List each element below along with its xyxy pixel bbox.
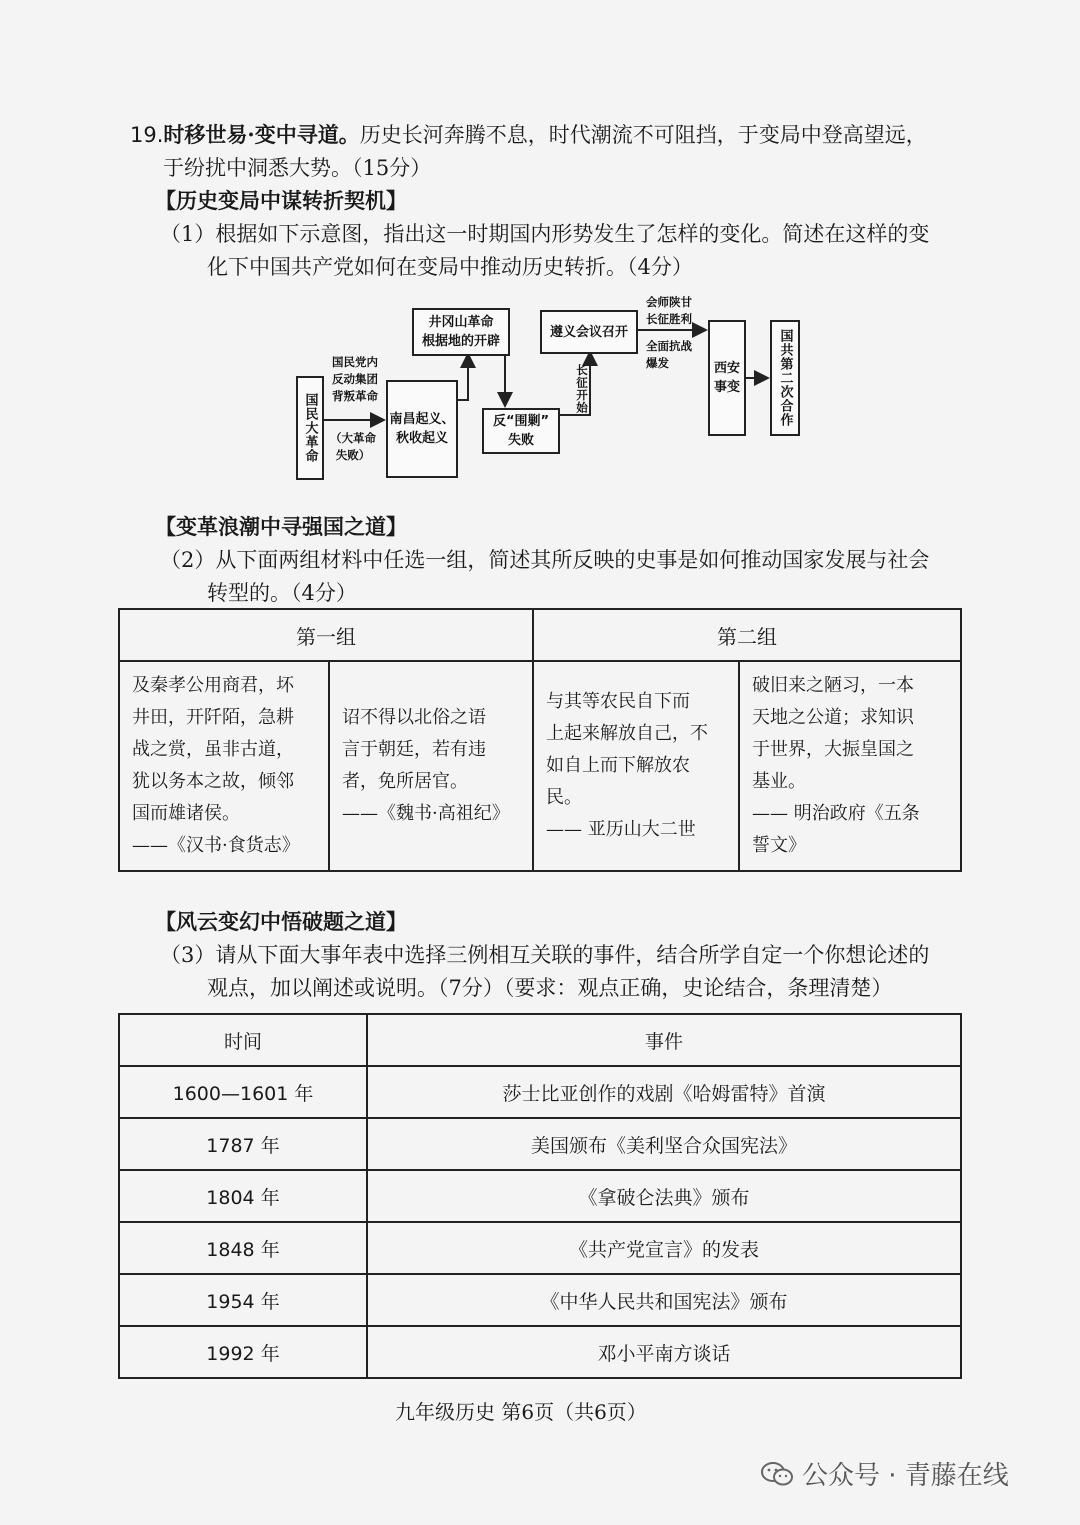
material-4-source: 誓文》 (752, 835, 806, 856)
material-2-line: 诏不得以北俗之语 (342, 707, 486, 728)
material-1-line: 犹以务本之故，倾邻 (132, 771, 294, 792)
row-event: 《中华人民共和国宪法》颁布 (367, 1274, 961, 1326)
wechat-icon (760, 1460, 794, 1488)
box-national-revolution-label: 国民大革命 (302, 393, 318, 463)
section2-question-line2: 转型的。（4分） (207, 581, 357, 605)
watermark (760, 1455, 1009, 1492)
box-anti-encirclement (482, 408, 560, 454)
material-cell-4 (739, 661, 961, 871)
page-footer: 九年级历史 第6页（共6页） (395, 1400, 647, 1424)
box-jinggang-line2: 根据地的开辟 (421, 334, 500, 349)
row-time: 1954 年 (119, 1274, 367, 1326)
row-time: 1804 年 (119, 1170, 367, 1222)
section3-heading: 【风云变幻中悟破题之道】 (155, 909, 407, 934)
group1-header: 第一组 (119, 609, 533, 661)
table-row (119, 1170, 961, 1222)
q19-intro-line2: 于纷扰中洞悉大势。（15分） (163, 156, 432, 180)
table-row (119, 1066, 961, 1118)
q19-intro-line1 (130, 120, 927, 150)
material-4-source: —— 明治政府《五条 (752, 803, 920, 824)
question-intro: 历史长河奔腾不息，时代潮流不可阻挡，于变局中登高望远， (359, 123, 927, 147)
table-row (119, 1326, 961, 1378)
box-anti-encirclement-line2: 失败 (507, 433, 534, 448)
row-time: 1787 年 (119, 1118, 367, 1170)
box-uprisings (386, 380, 458, 478)
label-full-war-line1: 全面抗战 (646, 339, 692, 353)
material-3-line: 上起来解放自己，不 (546, 723, 708, 744)
watermark-text: 公众号 · 青藤在线 (802, 1461, 1009, 1491)
table-row (119, 1222, 961, 1274)
material-2-line: 者，免所居官。 (342, 771, 468, 792)
box-national-revolution (296, 376, 324, 480)
section1-question-line1: （1）根据如下示意图，指出这一时期国内形势发生了怎样的变化。简述在这样的变 (160, 222, 930, 246)
box-jinggang-line1: 井冈山革命 (428, 315, 494, 330)
material-3-line: 与其等农民自下而 (546, 691, 690, 712)
row-time: 1600—1601 年 (119, 1066, 367, 1118)
material-cell-2 (329, 661, 533, 871)
col-time-header: 时间 (119, 1014, 367, 1066)
section1-heading: 【历史变局中谋转折契机】 (155, 188, 407, 213)
material-4-line: 基业。 (752, 771, 806, 792)
box-uprisings-line1: 南昌起义、 (389, 412, 455, 427)
section2-question-line1: （2）从下面两组材料中任选一组，简述其所反映的史事是如何推动国家发展与社会 (160, 548, 930, 572)
box-uprisings-line2: 秋收起义 (395, 431, 448, 446)
label-betrayal: 国民党内反动集团背叛革命 (332, 355, 378, 403)
material-cell-1 (119, 661, 329, 871)
material-3-source: —— 亚历山大二世 (546, 819, 696, 840)
table-row (119, 1274, 961, 1326)
table-row (119, 1118, 961, 1170)
row-event: 《拿破仑法典》颁布 (367, 1170, 961, 1222)
section3-question-line2: 观点，加以阐述或说明。（7分）（要求：观点正确，史论结合，条理清楚） (207, 976, 893, 1000)
material-3-line: 如自上而下解放农 (546, 755, 690, 776)
material-1-line: 战之赏，虽非古道， (132, 739, 294, 760)
label-full-war (646, 338, 692, 372)
box-xian-incident (708, 320, 746, 436)
row-time: 1992 年 (119, 1326, 367, 1378)
group2-header: 第二组 (533, 609, 961, 661)
col-event-header: 事件 (367, 1014, 961, 1066)
label-long-march-start-text: 长征开始 (575, 364, 589, 414)
material-2-source: ——《魏书·高祖纪》 (342, 803, 510, 824)
chronology-table (118, 1013, 962, 1379)
box-zunyi (540, 310, 638, 354)
material-1-line: 及秦孝公用商君，坏 (132, 675, 294, 696)
history-flow-diagram (290, 290, 810, 490)
label-long-march-start (573, 364, 587, 419)
material-4-line: 于世界，大振皇国之 (752, 739, 914, 760)
material-cell-3 (533, 661, 739, 871)
material-2-line: 言于朝廷，若有违 (342, 739, 486, 760)
label-long-march-victory-line2: 长征胜利 (646, 312, 692, 326)
material-1-line: 国而雄诸侯。 (132, 803, 240, 824)
label-full-war-line2: 爆发 (646, 356, 669, 370)
material-1-source: ——《汉书·食货志》 (132, 835, 300, 856)
box-anti-encirclement-line1: 反“围剿” (492, 414, 550, 429)
box-second-cooperation (770, 320, 800, 436)
section1-question-line2: 化下中国共产党如何在变局中推动历史转折。（4分） (207, 255, 693, 279)
section2-heading: 【变革浪潮中寻强国之道】 (155, 514, 407, 539)
box-xian-line2: 事变 (713, 380, 740, 395)
label-revolution-failure: （大革命失败） (330, 431, 376, 462)
material-3-line: 民。 (546, 787, 582, 808)
materials-table (118, 608, 962, 872)
label-long-march-victory-line1: 会师陕甘 (646, 295, 692, 309)
row-time: 1848 年 (119, 1222, 367, 1274)
row-event: 邓小平南方谈话 (367, 1326, 961, 1378)
box-xian-line1: 西安 (713, 361, 740, 376)
row-event: 《共产党宣言》的发表 (367, 1222, 961, 1274)
material-1-line: 井田，开阡陌，急耕 (132, 707, 294, 728)
box-second-cooperation-label: 国共第二次合作 (777, 329, 793, 427)
section3-question-line1: （3）请从下面大事年表中选择三例相互关联的事件，结合所学自定一个你想论述的 (160, 943, 930, 967)
box-zunyi-label: 遵义会议召开 (549, 324, 628, 340)
material-4-line: 破旧来之陋习，一本 (752, 675, 914, 696)
row-event: 莎士比亚创作的戏剧《哈姆雷特》首演 (367, 1066, 961, 1118)
box-jinggang (412, 308, 510, 356)
material-4-line: 天地之公道；求知识 (752, 707, 914, 728)
question-title: 时移世易·变中寻道。 (163, 122, 360, 147)
row-event: 美国颁布《美利坚合众国宪法》 (367, 1118, 961, 1170)
label-long-march-victory (646, 294, 692, 328)
arrow-uprisings-to-jinggang (458, 354, 468, 400)
question-number: 19. (130, 123, 164, 147)
